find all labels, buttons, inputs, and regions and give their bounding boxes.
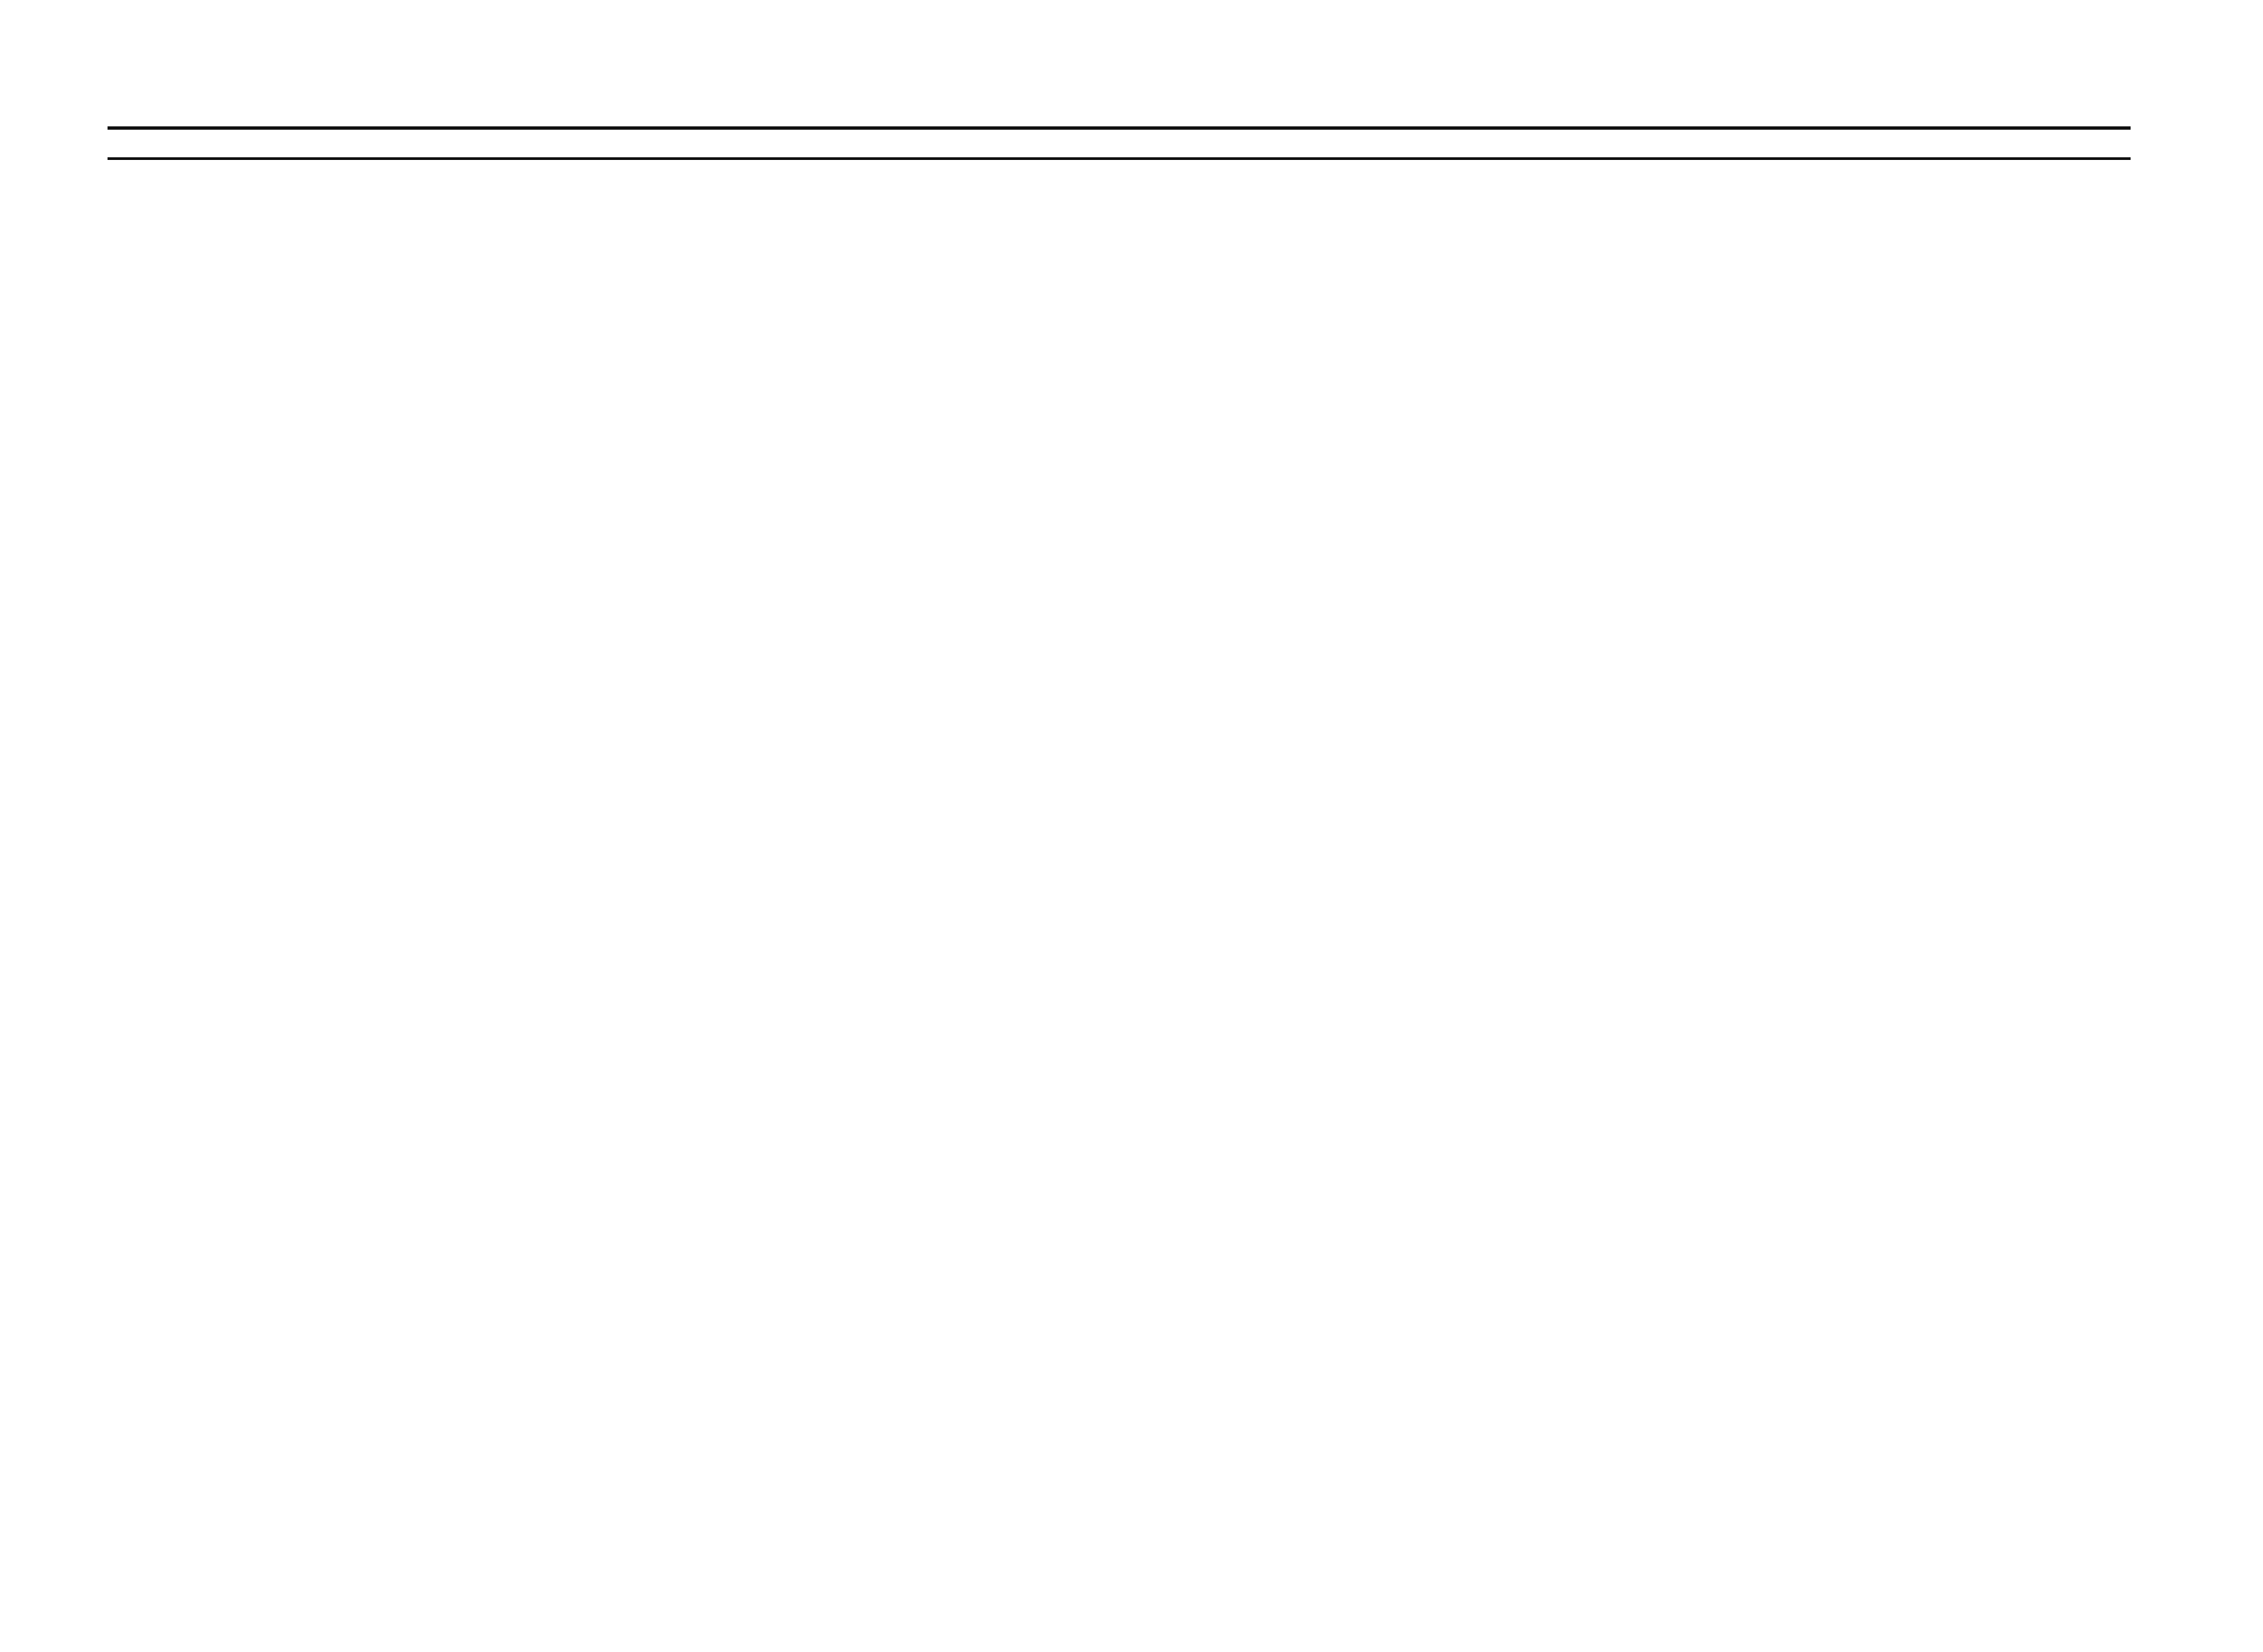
header-bottom-rule <box>108 157 2131 160</box>
top-rule <box>108 126 2131 130</box>
